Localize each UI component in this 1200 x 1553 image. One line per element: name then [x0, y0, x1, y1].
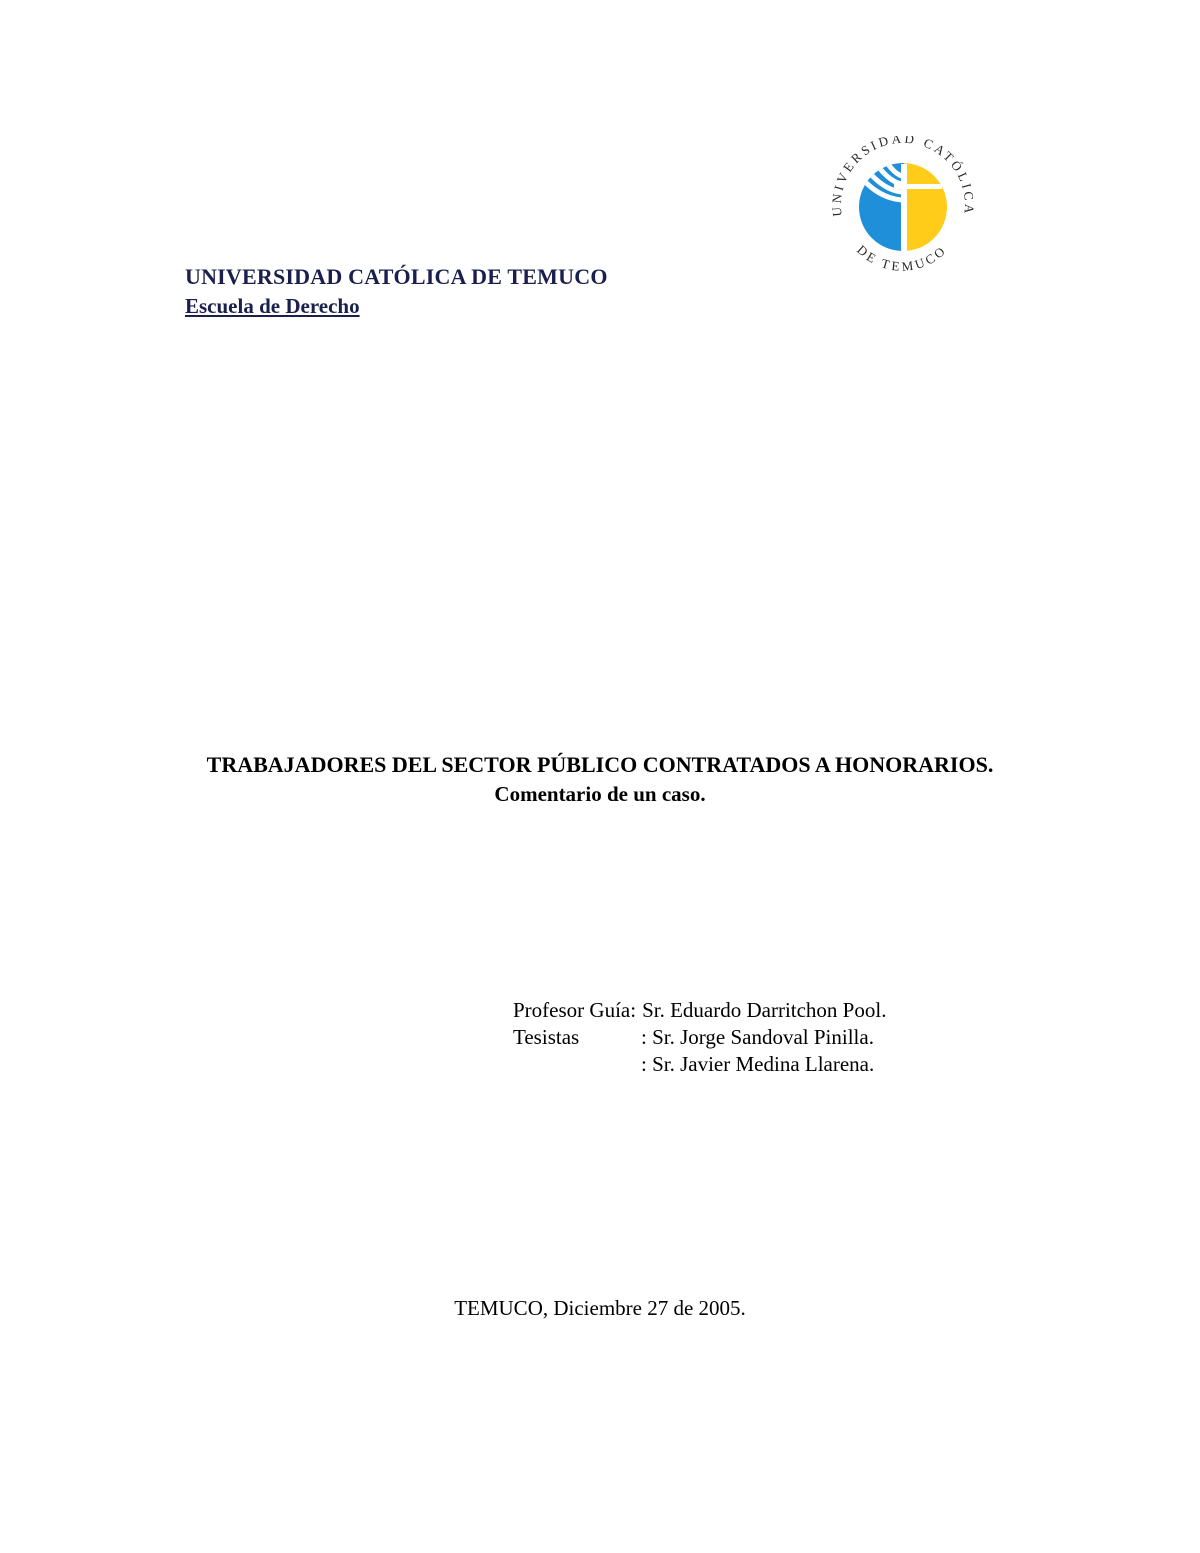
students-label-spacer [513, 1051, 641, 1078]
students-row-2 [513, 1051, 886, 1078]
university-seal-icon [832, 136, 974, 278]
student-1: : Sr. Jorge Sandoval Pinilla. [641, 1025, 874, 1049]
logo-arc-text-top: IVERSIDAD CATÓLI [832, 136, 974, 193]
student-2: : Sr. Javier Medina Llarena. [641, 1052, 875, 1076]
guide-row [513, 997, 886, 1024]
thesis-subtitle: Comentario de un caso. [494, 782, 706, 806]
students-row [513, 1024, 886, 1051]
students-label: Tesistas [513, 1025, 580, 1049]
place-date: TEMUCO, Diciembre 27 de 2005. [454, 1296, 746, 1320]
guide-value: Sr. Eduardo Darritchon Pool. [642, 998, 887, 1022]
university-logo [832, 136, 974, 278]
logo-arc-text-bottom: DE TEMUCO [854, 241, 950, 275]
university-name: UNIVERSIDAD CATÓLICA DE TEMUCO [185, 264, 608, 289]
guide-label: Profesor Guía: [513, 998, 637, 1022]
thesis-title: TRABAJADORES DEL SECTOR PÚBLICO CONTRATADOS A HONORARIOS. [206, 752, 994, 777]
credits-block [513, 997, 886, 1078]
school-name: Escuela de Derecho [185, 294, 360, 318]
